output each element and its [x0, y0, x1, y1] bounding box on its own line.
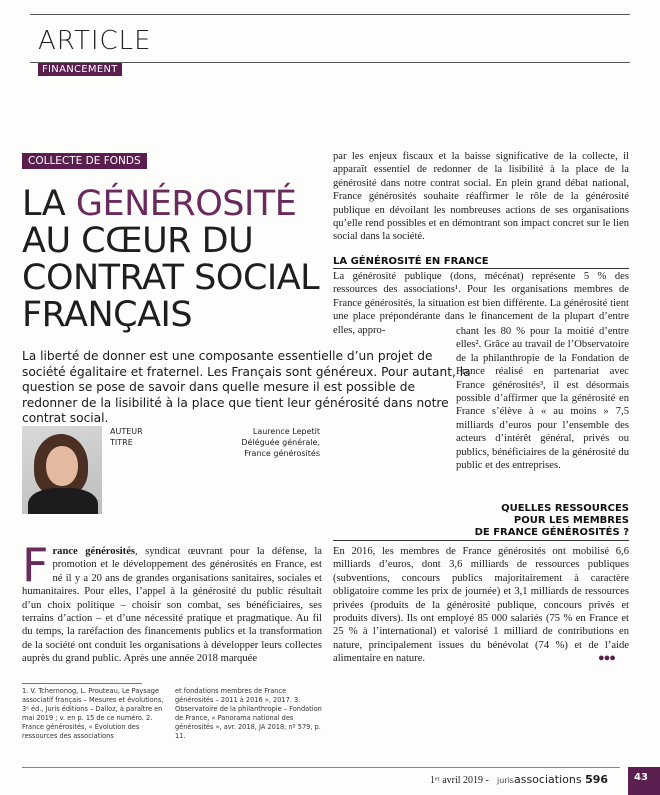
article-title [22, 186, 322, 334]
title-accent-word: GÉNÉROSITÉ [75, 184, 297, 224]
page-number: 43 [628, 767, 660, 795]
author-name: Laurence Lepetit [252, 427, 320, 436]
rubric-badge: FINANCEMENT [38, 63, 122, 76]
subhead2-line1: QUELLES RESSOURCES [501, 503, 629, 514]
author-label: AUTEUR [110, 427, 143, 436]
subhead-generosite-france: LA GÉNÉROSITÉ EN FRANCE [333, 256, 489, 267]
body-right-bottom: En 2016, les membres de France générosités ont mobilisé 6,6 milliards d’euros, dont 3,6 milliards de ressources publiques (subventions, concours publics majoritairement à caractère obligatoire comme les prix de journée) et 3,1 milliards de ressources privées (produits de la générosité publique, concours privés et produits divers). Ils ont employé 85 000 salariés (75 % en France et 25 % à l’international) et valorisé 1 milliard de contributions en nature, principalement issues du bénévolat (74 %) et de l’aide alimentaire en nature. [333, 546, 629, 665]
drop-cap: F [22, 538, 49, 592]
body-left-text: , syndicat œuvrant pour la défense, la promotion et le développement des générosités en France, est né il y a 20 ans de grandes organisations sanitaires, sociales et humanitaires. Pour elles, l’appel à la générosité du public résultait d’un choix politique – choisir son combat, ses bénéficiaires, ses terrains d’action – et d’une nécessité pratique et pragmatique. Au fil du temps, la raréfaction des financements publics et la transformation de la société ont conduit les organisations à développer leurs collectes auprès du grand public. Après une année 2018 marquée [22, 546, 323, 665]
author-title-2: France générosités [244, 449, 320, 458]
footer-date: 1ᵉʳ avril 2019 - [430, 775, 489, 786]
author-title-1: Déléguée générale, [241, 438, 320, 447]
top-rule [30, 14, 630, 15]
footnotes-mid: et fondations membres de France générosités – 2011 à 2016 », 2017. 3. Observatoire de la philanthropie – Fondation de France, « Panorama national des générosités », avr. 2018, JA 2018, nº 579, p. 11. [175, 687, 322, 740]
brand-prefix: juris [497, 776, 514, 785]
subhead2-line3: DE FRANCE GÉNÉROSITÉS ? [474, 527, 629, 538]
title-line1-a: LA [22, 184, 76, 224]
article-lead: La liberté de donner est une composante essentielle d’un projet de société égalitaire et fraternel. Les Français sont généreux. Pour autant, la question se pose de savoir dans quelle mesure il est possible de redonner de la lisibilité à la place que tient leur générosité dans notre contrat social. [22, 349, 471, 425]
body-left-column [22, 538, 323, 666]
author-block [110, 426, 320, 459]
subhead2-rule [333, 540, 629, 541]
title-label: TITRE [110, 438, 133, 447]
footer-brand [497, 773, 608, 786]
body-right-mid: La générosité publique (dons, mécénat) représente 5 % des ressources des associations¹. Pour les organisations membres de France générosités, la situation est bien différente. La générosité tient une place prépondérante dans le financement de la plupart d’entre elles, appro- [333, 271, 629, 336]
subhead-ressources [333, 503, 629, 539]
subhead2-line2: POUR LES MEMBRES [513, 515, 629, 526]
title-line2: AU CŒUR DU [22, 221, 254, 261]
end-mark: ●●● [598, 652, 615, 664]
title-line3: CONTRAT SOCIAL [22, 258, 320, 298]
body-left-bold: rance générosités [52, 546, 136, 557]
footnote-rule [22, 683, 142, 684]
author-photo [22, 426, 102, 514]
title-line4: FRANÇAIS [22, 295, 193, 335]
body-right-narrow: chant les 80 % pour la moitié d’entre elles². Grâce au travail de l’Observatoire de la philanthropie de la Fondation de France réalisé en partenariat avec France générosités³, il est désormais possible d’affirmer que la générosité en France s’élève à « au moins » 7,5 milliards d’euros pour l’ensemble des acteurs d’intérêt général, privés ou publics, bénéficiaires de la générosité du public et des entreprises. [456, 326, 629, 472]
subhead1-rule [333, 268, 629, 269]
footer-rule [22, 767, 620, 768]
body-right-top: par les enjeux fiscaux et la baisse significative de la collecte, il apparaît essentiel de redonner de la lisibilité à la place de la générosité dans notre contrat social. En plein grand débat national, France générosités souhaite réaffirmer le rôle de la générosité publique en dévoilant les nombreuses actions de ses organisations qu’elle rend possibles et en démontrant son impact concret sur le lien social dans la société. [333, 151, 629, 243]
issue-number: 596 [585, 773, 609, 786]
kicker-badge: COLLECTE DE FONDS [22, 153, 147, 169]
footnotes-left: 1. V. Tchernonog, L. Prouteau, Le Paysage associatif français – Mesures et évolutions, 3ᵉ éd., Juris éditions – Dalloz, à paraître en mai 2019 ; v. en p. 15 de ce numéro. 2. France générosités, « Évolution des ressources des associations [22, 687, 164, 740]
section-label: ARTICLE [38, 26, 152, 56]
brand-name: associations [513, 773, 582, 786]
